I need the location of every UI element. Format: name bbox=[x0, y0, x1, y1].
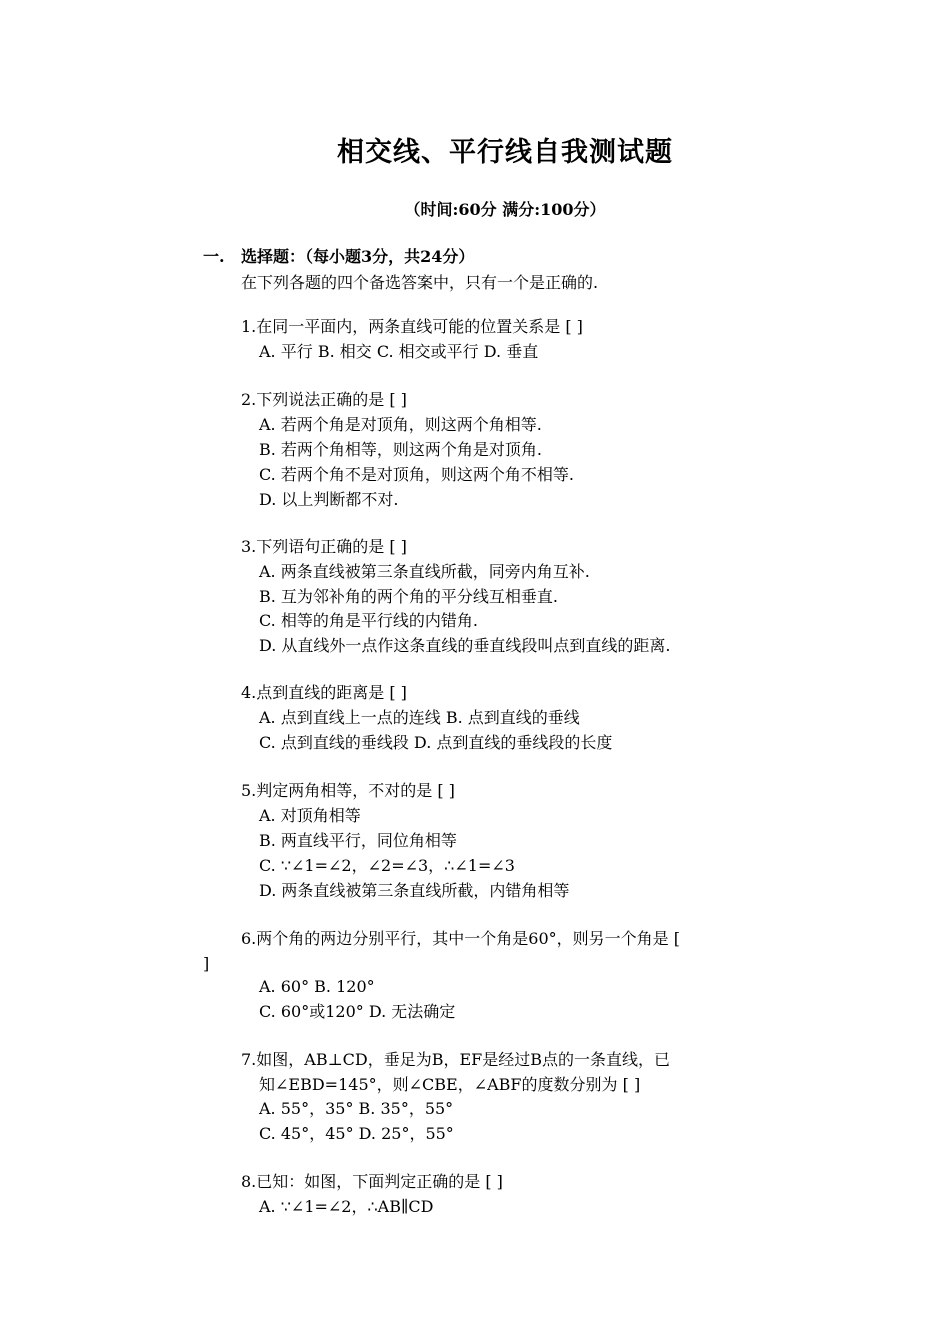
section-intro: 在下列各题的四个备选答案中，只有一个是正确的. bbox=[241, 273, 599, 292]
question-6-bracket-end: ] bbox=[203, 954, 210, 973]
question-5-option-a: A. 对顶角相等 bbox=[259, 806, 361, 825]
question-3-option-d: D. 从直线外一点作这条直线的垂直线段叫点到直线的距离. bbox=[259, 636, 671, 655]
question-3-option-b: B. 互为邻补角的两个角的平分线互相垂直. bbox=[259, 587, 559, 606]
section-number: 一. bbox=[203, 247, 225, 266]
question-6: 6.两个角的两边分别平行，其中一个角是60°，则另一个角是 [ bbox=[241, 929, 680, 948]
exam-time-score: （时间:60分 满分:100分） bbox=[404, 200, 606, 219]
question-3-option-a: A. 两条直线被第三条直线所截，同旁内角互补. bbox=[259, 562, 590, 581]
section-heading bbox=[203, 244, 474, 267]
question-2-option-a: A. 若两个角是对顶角，则这两个角相等. bbox=[259, 415, 542, 434]
question-7-options-ab: A. 55°，35° B. 35°，55° bbox=[259, 1099, 454, 1118]
question-2-option-b: B. 若两个角相等，则这两个角是对顶角. bbox=[259, 440, 543, 459]
question-5-option-d: D. 两条直线被第三条直线所截，内错角相等 bbox=[259, 881, 570, 900]
question-7-continued: 知∠EBD=145°，则∠CBE，∠ABF的度数分别为 [ ] bbox=[259, 1075, 641, 1094]
section-title: 选择题：（每小题3分，共24分） bbox=[241, 247, 475, 266]
question-1-options: A. 平行 B. 相交 C. 相交或平行 D. 垂直 bbox=[259, 342, 539, 361]
question-5-option-c: C. ∵∠1=∠2，∠2=∠3，∴∠1=∠3 bbox=[259, 856, 515, 875]
question-2-option-c: C. 若两个角不是对顶角，则这两个角不相等. bbox=[259, 465, 574, 484]
question-6-options-ab: A. 60° B. 120° bbox=[259, 977, 375, 996]
question-3: 3.下列语句正确的是 [ ] bbox=[241, 537, 407, 556]
question-2: 2.下列说法正确的是 [ ] bbox=[241, 390, 407, 409]
question-7: 7.如图，AB⊥CD，垂足为B，EF是经过B点的一条直线，已 bbox=[241, 1050, 670, 1069]
question-4-options-ab: A. 点到直线上一点的连线 B. 点到直线的垂线 bbox=[259, 708, 580, 727]
question-2-option-d: D. 以上判断都不对. bbox=[259, 490, 399, 509]
question-4: 4.点到直线的距离是 [ ] bbox=[241, 683, 407, 702]
question-7-options-cd: C. 45°，45° D. 25°，55° bbox=[259, 1124, 454, 1143]
question-4-options-cd: C. 点到直线的垂线段 D. 点到直线的垂线段的长度 bbox=[259, 733, 613, 752]
question-8-option-a: A. ∵∠1=∠2，∴AB∥CD bbox=[259, 1197, 434, 1216]
page-title: 相交线、平行线自我测试题 bbox=[337, 137, 673, 168]
question-6-options-cd: C. 60°或120° D. 无法确定 bbox=[259, 1002, 456, 1021]
question-5: 5.判定两角相等，不对的是 [ ] bbox=[241, 781, 455, 800]
question-1: 1.在同一平面内，两条直线可能的位置关系是 [ ] bbox=[241, 317, 583, 336]
question-8: 8.已知：如图，下面判定正确的是 [ ] bbox=[241, 1172, 503, 1191]
question-3-option-c: C. 相等的角是平行线的内错角. bbox=[259, 611, 478, 630]
question-5-option-b: B. 两直线平行，同位角相等 bbox=[259, 831, 457, 850]
